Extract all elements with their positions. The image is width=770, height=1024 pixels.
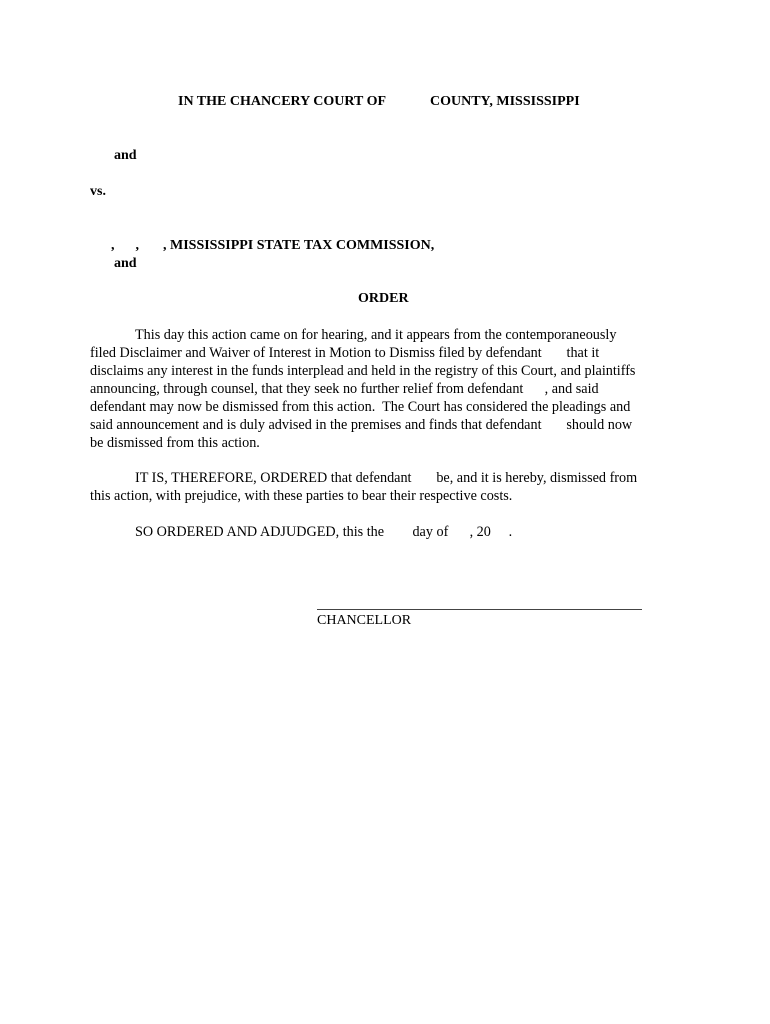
paragraph-line: defendant may now be dismissed from this action. The Court has considered the pleadings and	[90, 399, 631, 415]
paragraph-line: This day this action came on for hearing, and it appears from the contemporaneously	[135, 327, 617, 343]
defendant-agency: , MISSISSIPPI STATE TAX COMMISSION,	[163, 238, 435, 253]
paragraph-line: SO ORDERED AND ADJUDGED, this the day of , 20 .	[135, 524, 513, 540]
versus: vs.	[90, 184, 106, 199]
signature-line	[317, 609, 642, 610]
paragraph-line: disclaims any interest in the funds interplead and held in the registry of this Court, and plaintiffs	[90, 363, 636, 379]
paragraph-line: this action, with prejudice, with these parties to bear their respective costs.	[90, 488, 513, 504]
order-paragraph-3	[90, 523, 680, 541]
paragraph-line: IT IS, THEREFORE, ORDERED that defendant be, and it is hereby, dismissed from	[135, 470, 638, 486]
paragraph-line: said announcement and is duly advised in the premises and finds that defendant should now	[90, 417, 633, 433]
defendant-commas: , ,	[111, 238, 139, 253]
court-heading-suffix: COUNTY, MISSISSIPPI	[430, 94, 580, 109]
chancellor-label: CHANCELLOR	[317, 613, 412, 628]
order-paragraph-2	[90, 469, 680, 505]
paragraph-line: announcing, through counsel, that they seek no further relief from defendant , and said	[90, 381, 599, 397]
order-title: ORDER	[358, 291, 409, 306]
paragraph-line: be dismissed from this action.	[90, 435, 260, 451]
court-heading-prefix: IN THE CHANCERY COURT OF	[178, 94, 387, 109]
paragraph-line: filed Disclaimer and Waiver of Interest in Motion to Dismiss filed by defendant that it	[90, 345, 600, 361]
order-paragraph-1	[90, 326, 680, 452]
plaintiff-and: and	[114, 148, 137, 163]
defendant-and: and	[114, 256, 137, 271]
